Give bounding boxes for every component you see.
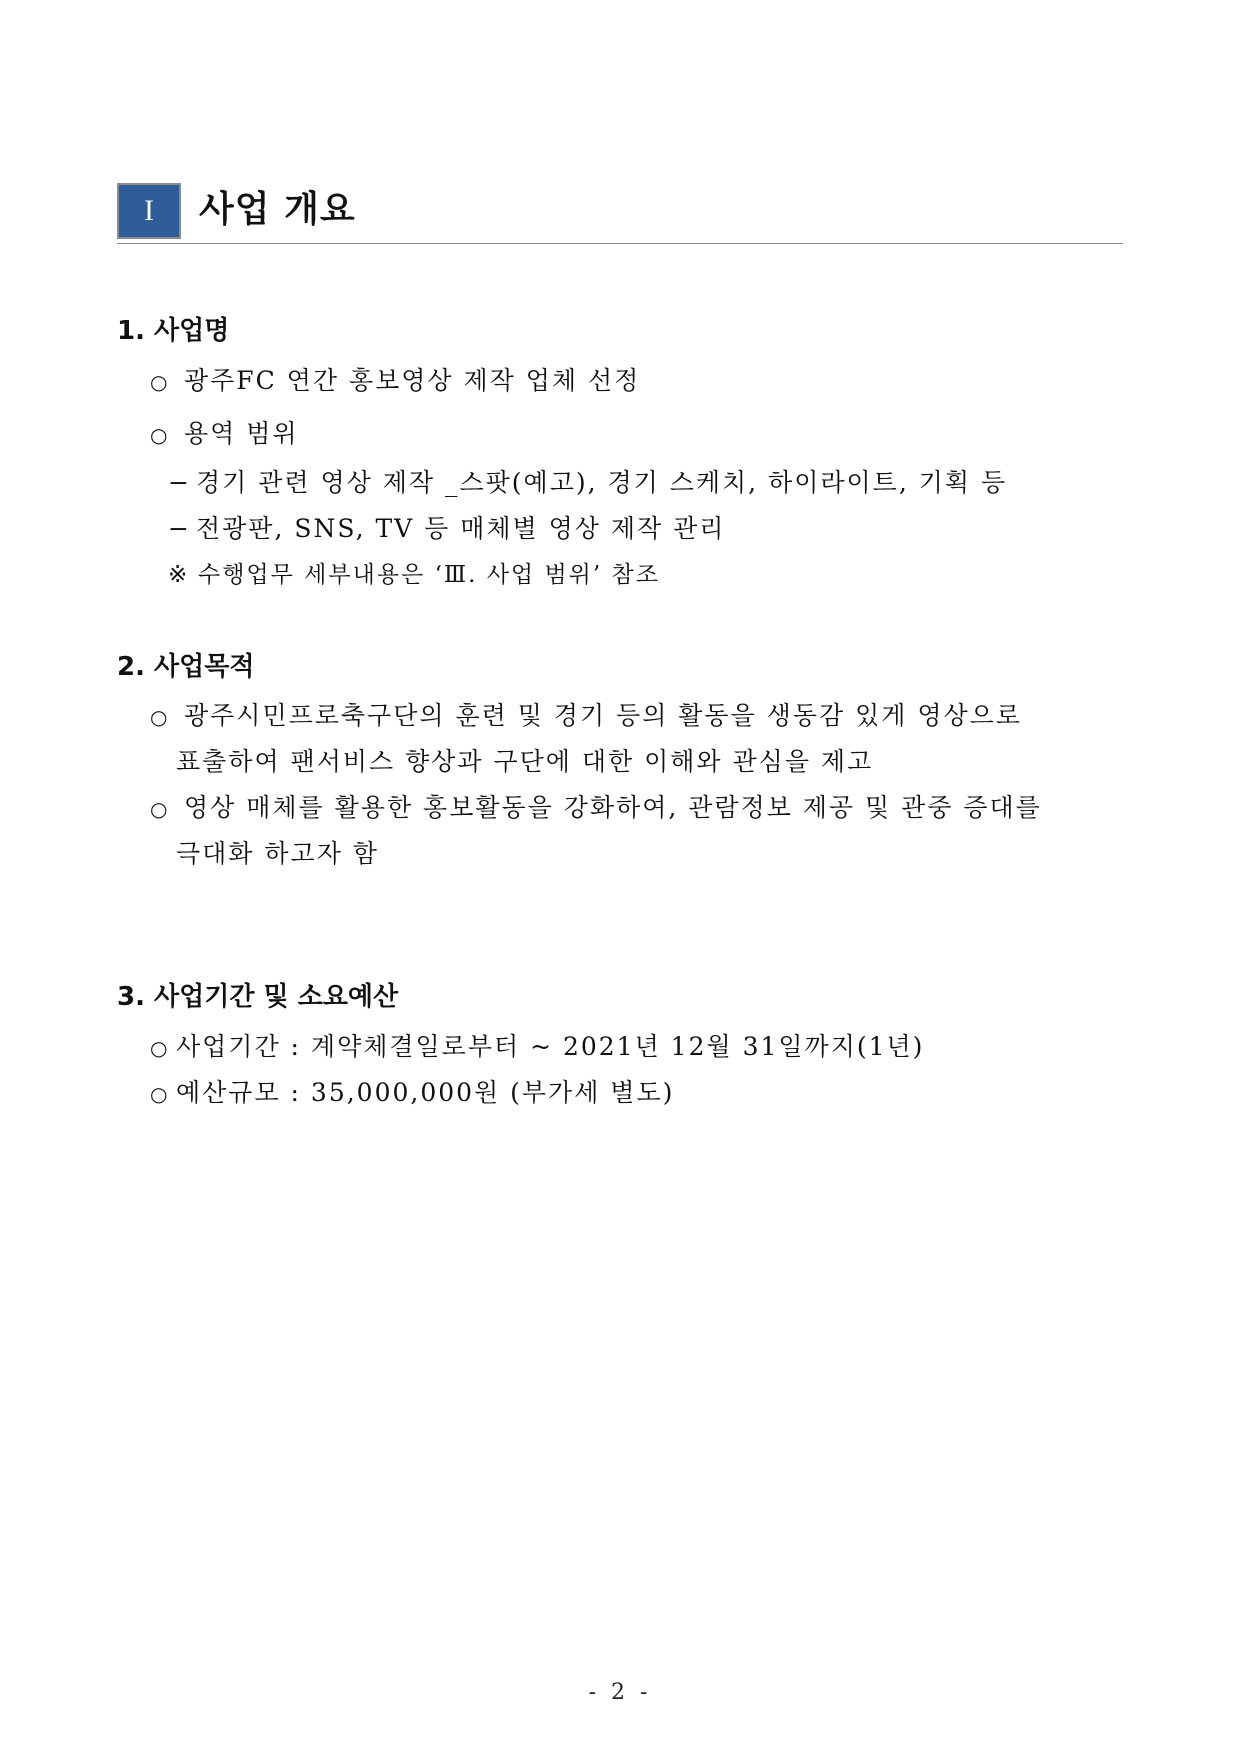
bullet-icon: ○ bbox=[150, 370, 170, 394]
scope-item bbox=[168, 512, 725, 546]
period-text: 사업기간 : 계약체결일로부터 ~ 2021년 12월 31일까지(1년) bbox=[176, 1032, 925, 1061]
purpose-text: 영상 매체를 활용한 홍보활동을 강화하여, 관람정보 제공 및 관중 증대를 bbox=[184, 793, 1042, 822]
section-number-box: I bbox=[117, 183, 181, 239]
bullet-icon: ○ bbox=[150, 423, 170, 447]
dash-icon: − bbox=[168, 514, 191, 543]
purpose-text: 광주시민프로축구단의 훈련 및 경기 등의 활동을 생동감 있게 영상으로 bbox=[184, 701, 1022, 730]
heading-period-budget: 3. 사업기간 및 소요예산 bbox=[117, 982, 399, 1012]
scope-item-text: 경기 관련 영상 제작 _스팟(예고), 경기 스케치, 하이라이트, 기획 등 bbox=[196, 468, 1008, 497]
dash-icon: − bbox=[168, 468, 191, 497]
budget-line bbox=[150, 1076, 674, 1111]
bullet-icon: ○ bbox=[150, 1082, 170, 1106]
project-name-text: 광주FC 연간 홍보영상 제작 업체 선정 bbox=[184, 366, 641, 395]
period-line bbox=[150, 1030, 924, 1065]
section-header bbox=[117, 183, 1123, 244]
note-mark-icon: ※ bbox=[168, 562, 190, 588]
bullet-icon: ○ bbox=[150, 705, 170, 729]
purpose-item-1-line2: 표출하여 팬서비스 향상과 구단에 대한 이해와 관심을 제고 bbox=[176, 747, 874, 776]
scope-note-text: 수행업무 세부내용은 ‘Ⅲ. 사업 범위’ 참조 bbox=[198, 562, 660, 588]
scope-line bbox=[150, 417, 299, 452]
heading-project-name: 1. 사업명 bbox=[117, 316, 230, 346]
heading-purpose: 2. 사업목적 bbox=[117, 652, 255, 682]
scope-item bbox=[168, 466, 1007, 500]
bullet-icon: ○ bbox=[150, 797, 170, 821]
budget-text: 예산규모 : 35,000,000원 (부가세 별도) bbox=[176, 1078, 675, 1107]
purpose-item-2-line2: 극대화 하고자 함 bbox=[176, 839, 379, 868]
project-name-line bbox=[150, 364, 640, 399]
purpose-item-2-line1 bbox=[150, 791, 1042, 826]
page-number: - 2 - bbox=[588, 1680, 652, 1705]
purpose-item-1-line1 bbox=[150, 699, 1022, 734]
scope-item-text: 전광판, SNS, TV 등 매체별 영상 제작 관리 bbox=[196, 514, 726, 543]
scope-label: 용역 범위 bbox=[184, 419, 299, 448]
section-title: 사업 개요 bbox=[199, 189, 356, 230]
scope-note bbox=[168, 558, 660, 592]
bullet-icon: ○ bbox=[150, 1036, 170, 1060]
